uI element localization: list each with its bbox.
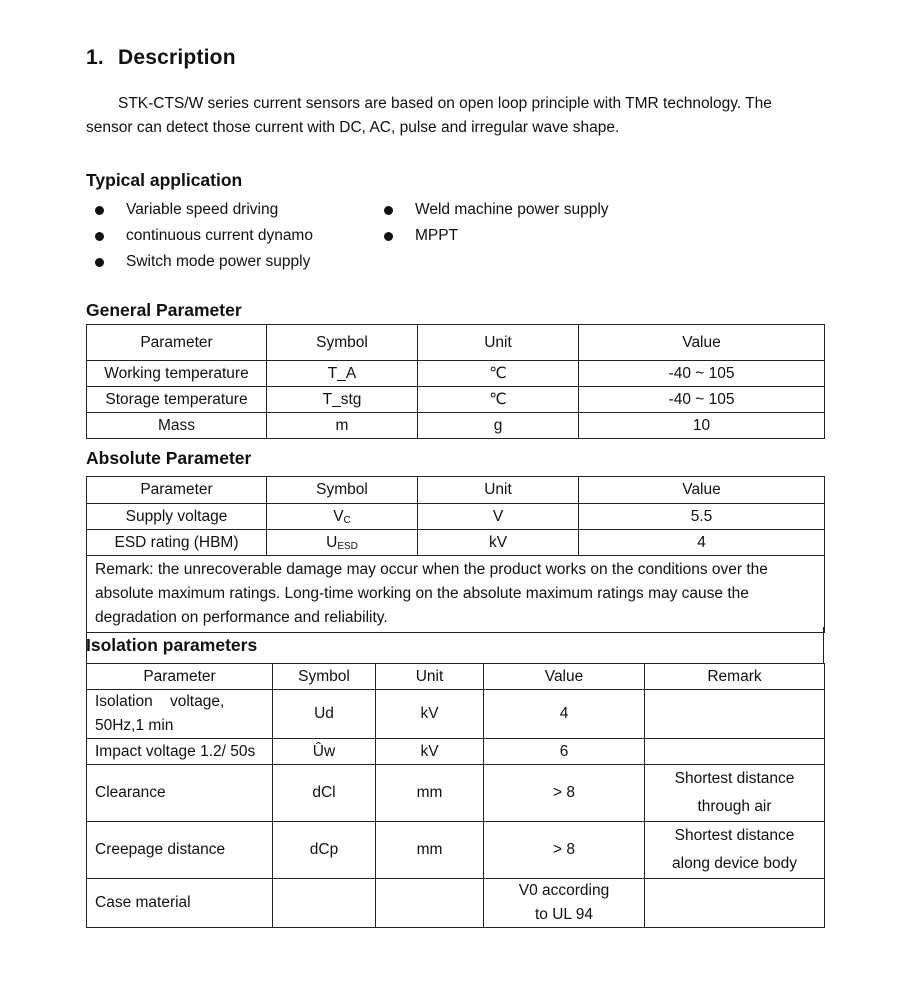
table-cell: Creepage distance bbox=[87, 822, 273, 879]
table-cell: Impact voltage 1.2/ 50s bbox=[87, 739, 273, 765]
table-cell: Storage temperature bbox=[87, 387, 267, 413]
general-parameter-table bbox=[86, 324, 825, 439]
column-header: Parameter bbox=[87, 325, 267, 361]
bullet-icon bbox=[384, 232, 393, 241]
table-row bbox=[87, 822, 825, 879]
table-cell bbox=[273, 879, 376, 928]
table-cell: 6 bbox=[484, 739, 645, 765]
bullet-icon bbox=[95, 206, 104, 215]
table-cell: > 8 bbox=[484, 822, 645, 879]
general-parameter-heading: General Parameter bbox=[86, 300, 242, 320]
table-cell: Shortest distance through air bbox=[645, 765, 825, 822]
table-cell bbox=[645, 690, 825, 739]
section-title bbox=[86, 46, 236, 70]
table-row bbox=[87, 690, 825, 739]
column-header: Unit bbox=[376, 664, 484, 690]
column-header: Value bbox=[579, 325, 825, 361]
table-cell bbox=[645, 739, 825, 765]
table-cell: kV bbox=[376, 739, 484, 765]
table-row bbox=[87, 739, 825, 765]
table-cell: > 8 bbox=[484, 765, 645, 822]
table-cell: -40 ~ 105 bbox=[579, 387, 825, 413]
table-cell: m bbox=[267, 413, 418, 439]
remark-row bbox=[87, 556, 825, 633]
list-item: Weld machine power supply bbox=[375, 197, 609, 223]
table-cell: Clearance bbox=[87, 765, 273, 822]
table-row bbox=[87, 530, 825, 556]
table-cell: dCl bbox=[273, 765, 376, 822]
column-header: Symbol bbox=[267, 477, 418, 504]
table-cell: Isolation voltage, 50Hz,1 min bbox=[87, 690, 273, 739]
table-cell: dCp bbox=[273, 822, 376, 879]
column-header: Unit bbox=[418, 477, 579, 504]
table-row bbox=[87, 504, 825, 530]
table-cell: ESD rating (HBM) bbox=[87, 530, 267, 556]
table-row bbox=[87, 879, 825, 928]
table-row bbox=[87, 413, 825, 439]
table-cell: 10 bbox=[579, 413, 825, 439]
absolute-parameter-heading: Absolute Parameter bbox=[86, 448, 252, 468]
table-cell: ℃ bbox=[418, 387, 579, 413]
list-item: MPPT bbox=[375, 223, 609, 249]
list-item: continuous current dynamo bbox=[86, 223, 313, 249]
column-header: Parameter bbox=[87, 664, 273, 690]
table-cell: T_stg bbox=[267, 387, 418, 413]
remark-text: Remark: the unrecoverable damage may occur when the product works on the conditions over the absolute maximum ratings. Long-time working on the absolute maximum ratings may cause the degradation on performance and reliability. bbox=[87, 556, 825, 633]
table-header-row bbox=[87, 325, 825, 361]
table-cell: V bbox=[418, 504, 579, 530]
table-cell: Working temperature bbox=[87, 361, 267, 387]
table-cell: g bbox=[418, 413, 579, 439]
table-cell: Shortest distance along device body bbox=[645, 822, 825, 879]
table-cell: kV bbox=[418, 530, 579, 556]
table-cell bbox=[645, 879, 825, 928]
table-header-row bbox=[87, 477, 825, 504]
table-cell: Case material bbox=[87, 879, 273, 928]
table-cell: Ud bbox=[273, 690, 376, 739]
table-cell: 4 bbox=[484, 690, 645, 739]
table-cell: kV bbox=[376, 690, 484, 739]
absolute-parameter-table bbox=[86, 476, 825, 633]
typical-application-heading: Typical application bbox=[86, 170, 243, 190]
table-cell: T_A bbox=[267, 361, 418, 387]
column-header: Value bbox=[484, 664, 645, 690]
isolation-parameters-heading: Isolation parameters bbox=[86, 635, 258, 655]
application-list-right bbox=[375, 197, 609, 249]
column-header: Remark bbox=[645, 664, 825, 690]
table-cell: 5.5 bbox=[579, 504, 825, 530]
table-cell: Supply voltage bbox=[87, 504, 267, 530]
table-cell: V0 according to UL 94 bbox=[484, 879, 645, 928]
column-header: Value bbox=[579, 477, 825, 504]
symbol-cell: $V_C$ bbox=[267, 504, 418, 530]
column-header: Symbol bbox=[267, 325, 418, 361]
table-cell: -40 ~ 105 bbox=[579, 361, 825, 387]
bullet-icon bbox=[95, 232, 104, 241]
table-cell: mm bbox=[376, 765, 484, 822]
bullet-icon bbox=[384, 206, 393, 215]
table-cell bbox=[376, 879, 484, 928]
list-item: Switch mode power supply bbox=[86, 249, 313, 275]
table-header-row bbox=[87, 664, 825, 690]
description-paragraph: STK-CTS/W series current sensors are based on open loop principle with TMR technology. The sensor can detect those current with DC, AC, pulse and irregular wave shape. bbox=[86, 95, 772, 136]
application-list-left bbox=[86, 197, 313, 275]
list-item: Variable speed driving bbox=[86, 197, 313, 223]
table-cell: Ûw bbox=[273, 739, 376, 765]
table-cell: Mass bbox=[87, 413, 267, 439]
section-number: 1. bbox=[86, 46, 104, 69]
table-cell: mm bbox=[376, 822, 484, 879]
column-header: Unit bbox=[418, 325, 579, 361]
section-heading: Description bbox=[118, 46, 236, 69]
table-row bbox=[87, 361, 825, 387]
bullet-icon bbox=[95, 258, 104, 267]
symbol-cell: $U_{ESD}$ bbox=[267, 530, 418, 556]
isolation-parameter-table bbox=[86, 663, 825, 928]
table-row bbox=[87, 765, 825, 822]
table-cell: 4 bbox=[579, 530, 825, 556]
table-cell: ℃ bbox=[418, 361, 579, 387]
column-header: Parameter bbox=[87, 477, 267, 504]
column-header: Symbol bbox=[273, 664, 376, 690]
table-row bbox=[87, 387, 825, 413]
